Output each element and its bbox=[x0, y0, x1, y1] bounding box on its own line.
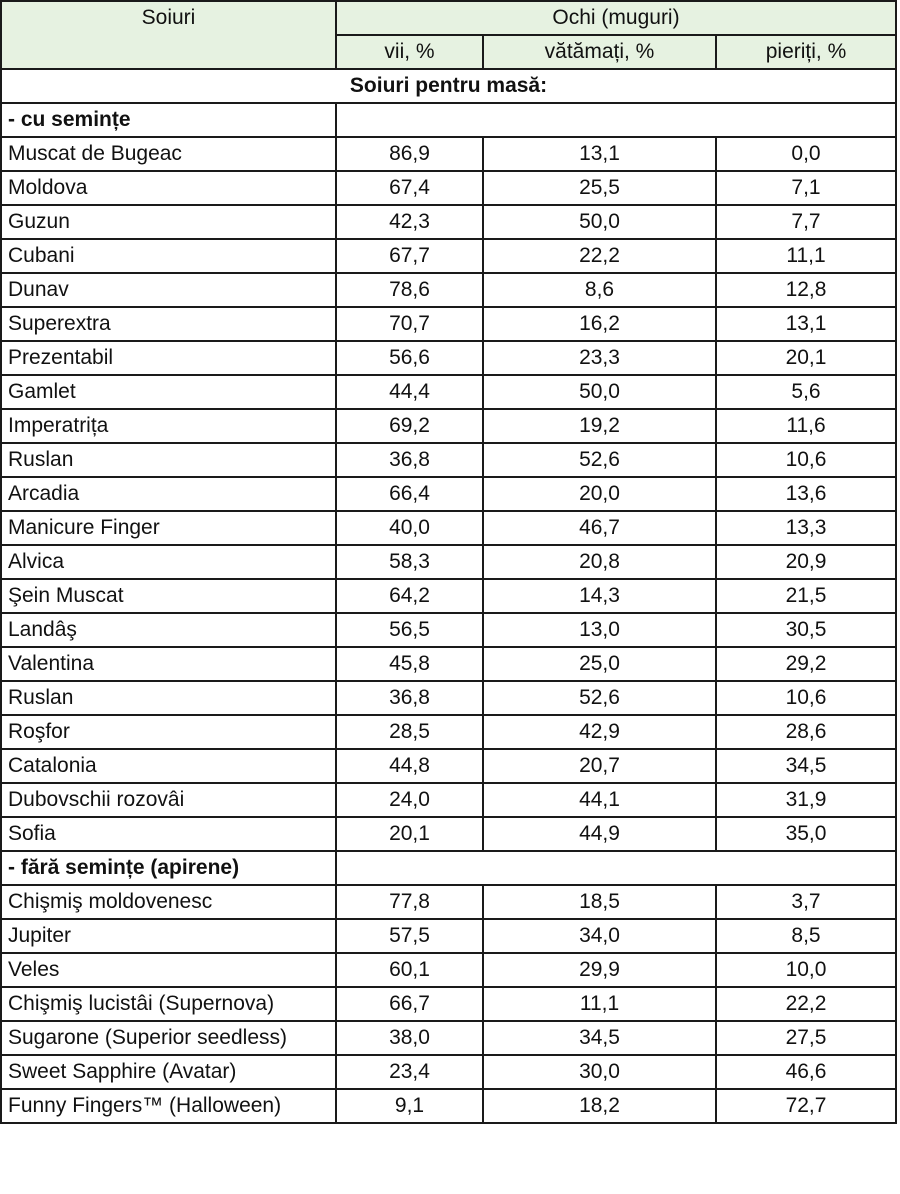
dead-percent-cell: 20,9 bbox=[716, 545, 896, 579]
variety-name-cell: Alvica bbox=[1, 545, 336, 579]
table-row bbox=[1, 545, 896, 579]
damaged-percent-cell: 46,7 bbox=[483, 511, 716, 545]
dead-percent-cell: 72,7 bbox=[716, 1089, 896, 1123]
alive-percent-cell: 38,0 bbox=[336, 1021, 483, 1055]
table-row bbox=[1, 307, 896, 341]
damaged-percent-cell: 52,6 bbox=[483, 681, 716, 715]
damaged-percent-cell: 20,0 bbox=[483, 477, 716, 511]
group-header-row bbox=[1, 851, 896, 885]
variety-name-cell: Jupiter bbox=[1, 919, 336, 953]
variety-name-cell: Gamlet bbox=[1, 375, 336, 409]
variety-name-cell: Dubovschii rozovâi bbox=[1, 783, 336, 817]
group-empty-cell bbox=[336, 103, 896, 137]
damaged-percent-cell: 13,0 bbox=[483, 613, 716, 647]
variety-name-cell: Catalonia bbox=[1, 749, 336, 783]
dead-percent-cell: 10,0 bbox=[716, 953, 896, 987]
damaged-percent-cell: 8,6 bbox=[483, 273, 716, 307]
alive-percent-cell: 36,8 bbox=[336, 443, 483, 477]
table-row bbox=[1, 749, 896, 783]
header-damaged: vătămați, % bbox=[483, 35, 716, 69]
table-row bbox=[1, 443, 896, 477]
table-row bbox=[1, 783, 896, 817]
group-empty-cell bbox=[336, 851, 896, 885]
damaged-percent-cell: 22,2 bbox=[483, 239, 716, 273]
variety-name-cell: Imperatrița bbox=[1, 409, 336, 443]
header-buds: Ochi (muguri) bbox=[336, 1, 896, 35]
alive-percent-cell: 45,8 bbox=[336, 647, 483, 681]
group-label: - fără semințe (apirene) bbox=[1, 851, 336, 885]
alive-percent-cell: 42,3 bbox=[336, 205, 483, 239]
alive-percent-cell: 24,0 bbox=[336, 783, 483, 817]
table-row bbox=[1, 477, 896, 511]
damaged-percent-cell: 25,0 bbox=[483, 647, 716, 681]
alive-percent-cell: 86,9 bbox=[336, 137, 483, 171]
dead-percent-cell: 13,1 bbox=[716, 307, 896, 341]
alive-percent-cell: 36,8 bbox=[336, 681, 483, 715]
damaged-percent-cell: 16,2 bbox=[483, 307, 716, 341]
table-row bbox=[1, 511, 896, 545]
variety-name-cell: Prezentabil bbox=[1, 341, 336, 375]
table-row bbox=[1, 681, 896, 715]
variety-name-cell: Moldova bbox=[1, 171, 336, 205]
damaged-percent-cell: 44,9 bbox=[483, 817, 716, 851]
table-row bbox=[1, 613, 896, 647]
variety-name-cell: Arcadia bbox=[1, 477, 336, 511]
alive-percent-cell: 9,1 bbox=[336, 1089, 483, 1123]
dead-percent-cell: 31,9 bbox=[716, 783, 896, 817]
table-row bbox=[1, 1055, 896, 1089]
damaged-percent-cell: 23,3 bbox=[483, 341, 716, 375]
variety-name-cell: Ruslan bbox=[1, 443, 336, 477]
dead-percent-cell: 30,5 bbox=[716, 613, 896, 647]
variety-name-cell: Manicure Finger bbox=[1, 511, 336, 545]
dead-percent-cell: 35,0 bbox=[716, 817, 896, 851]
dead-percent-cell: 21,5 bbox=[716, 579, 896, 613]
table-row bbox=[1, 205, 896, 239]
header-dead: pieriți, % bbox=[716, 35, 896, 69]
table-header bbox=[1, 1, 896, 69]
table-row bbox=[1, 1089, 896, 1123]
alive-percent-cell: 28,5 bbox=[336, 715, 483, 749]
damaged-percent-cell: 13,1 bbox=[483, 137, 716, 171]
damaged-percent-cell: 52,6 bbox=[483, 443, 716, 477]
dead-percent-cell: 7,1 bbox=[716, 171, 896, 205]
section-title-row bbox=[1, 69, 896, 103]
dead-percent-cell: 12,8 bbox=[716, 273, 896, 307]
damaged-percent-cell: 34,0 bbox=[483, 919, 716, 953]
variety-name-cell: Chişmiş lucistâi (Supernova) bbox=[1, 987, 336, 1021]
table-row bbox=[1, 715, 896, 749]
table-row bbox=[1, 273, 896, 307]
dead-percent-cell: 34,5 bbox=[716, 749, 896, 783]
variety-name-cell: Muscat de Bugeac bbox=[1, 137, 336, 171]
alive-percent-cell: 40,0 bbox=[336, 511, 483, 545]
variety-name-cell: Roşfor bbox=[1, 715, 336, 749]
alive-percent-cell: 70,7 bbox=[336, 307, 483, 341]
damaged-percent-cell: 18,2 bbox=[483, 1089, 716, 1123]
damaged-percent-cell: 44,1 bbox=[483, 783, 716, 817]
dead-percent-cell: 29,2 bbox=[716, 647, 896, 681]
table-row bbox=[1, 987, 896, 1021]
alive-percent-cell: 64,2 bbox=[336, 579, 483, 613]
variety-name-cell: Dunav bbox=[1, 273, 336, 307]
alive-percent-cell: 77,8 bbox=[336, 885, 483, 919]
damaged-percent-cell: 30,0 bbox=[483, 1055, 716, 1089]
variety-name-cell: Ruslan bbox=[1, 681, 336, 715]
damaged-percent-cell: 29,9 bbox=[483, 953, 716, 987]
variety-name-cell: Veles bbox=[1, 953, 336, 987]
variety-name-cell: Şein Muscat bbox=[1, 579, 336, 613]
alive-percent-cell: 66,7 bbox=[336, 987, 483, 1021]
table-row bbox=[1, 375, 896, 409]
dead-percent-cell: 8,5 bbox=[716, 919, 896, 953]
damaged-percent-cell: 11,1 bbox=[483, 987, 716, 1021]
alive-percent-cell: 44,8 bbox=[336, 749, 483, 783]
dead-percent-cell: 22,2 bbox=[716, 987, 896, 1021]
table-row bbox=[1, 171, 896, 205]
table-row bbox=[1, 409, 896, 443]
damaged-percent-cell: 50,0 bbox=[483, 205, 716, 239]
variety-name-cell: Valentina bbox=[1, 647, 336, 681]
variety-name-cell: Chişmiş moldovenesc bbox=[1, 885, 336, 919]
table-row bbox=[1, 341, 896, 375]
variety-name-cell: Funny Fingers™ (Halloween) bbox=[1, 1089, 336, 1123]
variety-name-cell: Cubani bbox=[1, 239, 336, 273]
damaged-percent-cell: 20,7 bbox=[483, 749, 716, 783]
dead-percent-cell: 27,5 bbox=[716, 1021, 896, 1055]
table-row bbox=[1, 953, 896, 987]
alive-percent-cell: 57,5 bbox=[336, 919, 483, 953]
damaged-percent-cell: 42,9 bbox=[483, 715, 716, 749]
alive-percent-cell: 78,6 bbox=[336, 273, 483, 307]
header-alive: vii, % bbox=[336, 35, 483, 69]
damaged-percent-cell: 14,3 bbox=[483, 579, 716, 613]
alive-percent-cell: 66,4 bbox=[336, 477, 483, 511]
table-row bbox=[1, 919, 896, 953]
variety-name-cell: Sofia bbox=[1, 817, 336, 851]
damaged-percent-cell: 19,2 bbox=[483, 409, 716, 443]
damaged-percent-cell: 20,8 bbox=[483, 545, 716, 579]
table-row bbox=[1, 579, 896, 613]
variety-name-cell: Landâş bbox=[1, 613, 336, 647]
dead-percent-cell: 28,6 bbox=[716, 715, 896, 749]
section-title: Soiuri pentru masă: bbox=[1, 69, 896, 103]
alive-percent-cell: 58,3 bbox=[336, 545, 483, 579]
table-row bbox=[1, 647, 896, 681]
table-row bbox=[1, 239, 896, 273]
table-row bbox=[1, 1021, 896, 1055]
alive-percent-cell: 20,1 bbox=[336, 817, 483, 851]
dead-percent-cell: 13,6 bbox=[716, 477, 896, 511]
alive-percent-cell: 23,4 bbox=[336, 1055, 483, 1089]
dead-percent-cell: 13,3 bbox=[716, 511, 896, 545]
table-row bbox=[1, 885, 896, 919]
alive-percent-cell: 56,6 bbox=[336, 341, 483, 375]
dead-percent-cell: 5,6 bbox=[716, 375, 896, 409]
table-body bbox=[1, 69, 896, 1123]
table-row bbox=[1, 137, 896, 171]
variety-name-cell: Guzun bbox=[1, 205, 336, 239]
dead-percent-cell: 11,6 bbox=[716, 409, 896, 443]
damaged-percent-cell: 25,5 bbox=[483, 171, 716, 205]
alive-percent-cell: 67,7 bbox=[336, 239, 483, 273]
alive-percent-cell: 44,4 bbox=[336, 375, 483, 409]
alive-percent-cell: 69,2 bbox=[336, 409, 483, 443]
alive-percent-cell: 60,1 bbox=[336, 953, 483, 987]
dead-percent-cell: 7,7 bbox=[716, 205, 896, 239]
variety-name-cell: Sugarone (Superior seedless) bbox=[1, 1021, 336, 1055]
dead-percent-cell: 3,7 bbox=[716, 885, 896, 919]
dead-percent-cell: 11,1 bbox=[716, 239, 896, 273]
damaged-percent-cell: 18,5 bbox=[483, 885, 716, 919]
group-label: - cu semințe bbox=[1, 103, 336, 137]
table-row bbox=[1, 817, 896, 851]
damaged-percent-cell: 34,5 bbox=[483, 1021, 716, 1055]
dead-percent-cell: 46,6 bbox=[716, 1055, 896, 1089]
dead-percent-cell: 10,6 bbox=[716, 681, 896, 715]
variety-name-cell: Sweet Sapphire (Avatar) bbox=[1, 1055, 336, 1089]
dead-percent-cell: 20,1 bbox=[716, 341, 896, 375]
group-header-row bbox=[1, 103, 896, 137]
dead-percent-cell: 10,6 bbox=[716, 443, 896, 477]
damaged-percent-cell: 50,0 bbox=[483, 375, 716, 409]
header-varieties: Soiuri bbox=[1, 1, 336, 69]
dead-percent-cell: 0,0 bbox=[716, 137, 896, 171]
alive-percent-cell: 67,4 bbox=[336, 171, 483, 205]
variety-name-cell: Superextra bbox=[1, 307, 336, 341]
alive-percent-cell: 56,5 bbox=[336, 613, 483, 647]
